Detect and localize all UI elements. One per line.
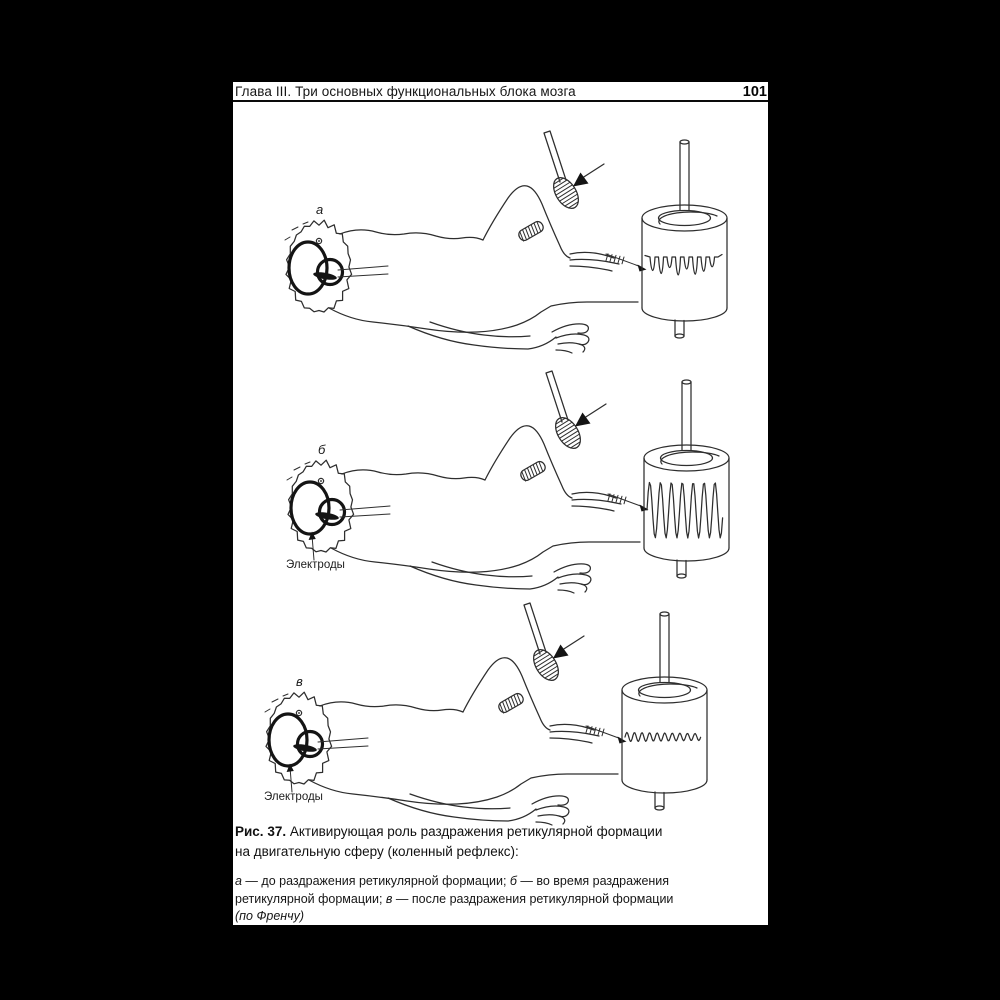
figure-37-illustration bbox=[233, 102, 768, 820]
kymograph-drum bbox=[642, 140, 727, 338]
page-number: 101 bbox=[742, 84, 767, 100]
response-trace bbox=[625, 732, 701, 741]
strike-arrow-icon bbox=[575, 404, 606, 427]
text-segment: а bbox=[235, 874, 242, 888]
text-segment: на двигательную сферу (коленный рефлекс): bbox=[235, 844, 519, 859]
figure-panel-b bbox=[272, 370, 772, 620]
electrodes-label: Электроды bbox=[264, 791, 323, 803]
panel-label: в bbox=[296, 674, 303, 689]
reflex-hammer bbox=[546, 371, 585, 453]
reflex-hammer bbox=[524, 603, 563, 685]
kymograph-drum bbox=[644, 380, 729, 578]
panel-label: а bbox=[316, 202, 324, 217]
figure-panel-c bbox=[250, 602, 750, 852]
text-segment: Рис. 37. bbox=[235, 824, 287, 839]
chapter-title: Глава III. Три основных функциональных блока мозга bbox=[235, 84, 576, 99]
text-segment: в bbox=[385, 891, 393, 906]
figure-panel-container-a bbox=[270, 130, 770, 380]
legend-line-3 bbox=[235, 908, 755, 926]
caption-line-1 bbox=[235, 822, 755, 842]
text-segment: — до раздражения ретикулярной формации; bbox=[241, 874, 510, 888]
panel-label: б bbox=[318, 442, 326, 457]
head-electrodes bbox=[291, 482, 390, 534]
leg-support-roller bbox=[517, 220, 545, 243]
head-electrodes bbox=[269, 714, 368, 766]
text-segment: б bbox=[509, 874, 517, 888]
book-page bbox=[233, 82, 768, 925]
figure-panel-a bbox=[270, 130, 770, 380]
figure-caption bbox=[235, 822, 755, 862]
legend-line-2 bbox=[235, 891, 755, 909]
leg-support-roller bbox=[497, 692, 525, 715]
text-segment: — во время раздражения bbox=[516, 874, 670, 888]
response-trace bbox=[647, 483, 723, 539]
response-trace bbox=[645, 255, 722, 276]
figure-legend bbox=[235, 873, 755, 926]
reflex-hammer bbox=[544, 131, 583, 213]
text-segment: — после раздражения ретикулярной формации bbox=[392, 891, 674, 906]
kymograph-drum bbox=[622, 612, 707, 810]
monkey-drawing bbox=[285, 186, 638, 353]
strike-arrow-icon bbox=[553, 636, 584, 659]
text-segment: ретикулярной формации; bbox=[235, 891, 386, 906]
head-electrodes bbox=[289, 242, 388, 294]
legend-line-1 bbox=[235, 873, 755, 891]
figure-panel-container-c bbox=[250, 602, 750, 852]
caption-line-2 bbox=[235, 842, 755, 862]
page-header bbox=[235, 84, 767, 100]
leg-support-roller bbox=[519, 460, 547, 483]
text-segment: (по Френчу) bbox=[235, 909, 305, 923]
figure-panel-container-b bbox=[272, 370, 772, 620]
text-segment: Активирующая роль раздражения ретикулярной формации bbox=[286, 824, 663, 839]
strike-arrow-icon bbox=[573, 164, 604, 187]
electrodes-label: Электроды bbox=[286, 559, 345, 571]
